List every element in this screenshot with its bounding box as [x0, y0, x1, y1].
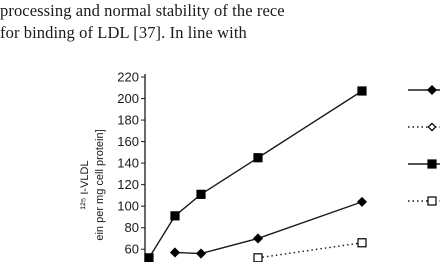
data-point-square-filled	[254, 154, 262, 162]
y-axis-label-line: ein per mg cell protein]	[94, 129, 106, 241]
data-point-square-filled	[358, 87, 366, 95]
legend-entry	[408, 86, 440, 94]
data-point-square-open	[254, 254, 262, 262]
line-chart	[0, 60, 440, 262]
legend-entry	[408, 160, 440, 168]
data-point-square-filled	[145, 254, 153, 262]
series-square-open	[254, 239, 366, 262]
body-text	[0, 0, 440, 44]
series-square-filled	[145, 87, 366, 262]
y-tick-label: 120	[117, 177, 139, 193]
y-tick-label: 100	[117, 198, 139, 214]
legend	[408, 86, 440, 205]
data-point-square-open	[428, 197, 436, 205]
data-point-diamond-filled	[254, 234, 262, 242]
data-point-diamond-filled	[171, 248, 179, 256]
data-point-diamond-filled	[358, 198, 366, 206]
data-point-diamond-filled	[197, 249, 205, 257]
y-tick-label: 220	[117, 69, 139, 85]
y-tick-label: 140	[117, 155, 139, 171]
series-line	[258, 243, 362, 258]
y-tick-label: 200	[117, 91, 139, 107]
y-tick-label: 60	[124, 241, 139, 257]
series-diamond-filled	[171, 198, 366, 258]
y-axis	[117, 70, 145, 262]
y-tick-label: 160	[117, 134, 139, 150]
y-tick-label: 80	[124, 220, 139, 236]
data-point-diamond-open	[428, 123, 435, 130]
data-point-square-filled	[171, 212, 179, 220]
series-group	[145, 87, 366, 262]
data-point-square-open	[358, 239, 366, 247]
data-point-square-filled	[428, 160, 436, 168]
series-line	[175, 202, 362, 254]
data-point-diamond-filled	[428, 86, 436, 94]
legend-entry	[408, 123, 440, 130]
y-tick-label: 180	[117, 112, 139, 128]
y-axis-label	[79, 129, 106, 240]
body-text-line: processing and normal stability of the rece	[0, 1, 285, 20]
series-line	[149, 91, 362, 258]
body-text-line: for binding of LDL [37]. In line with	[0, 23, 247, 42]
y-axis-label-line: ¹²⁵ I-VLDL	[79, 160, 91, 210]
data-point-square-filled	[197, 190, 205, 198]
legend-entry	[408, 197, 440, 205]
